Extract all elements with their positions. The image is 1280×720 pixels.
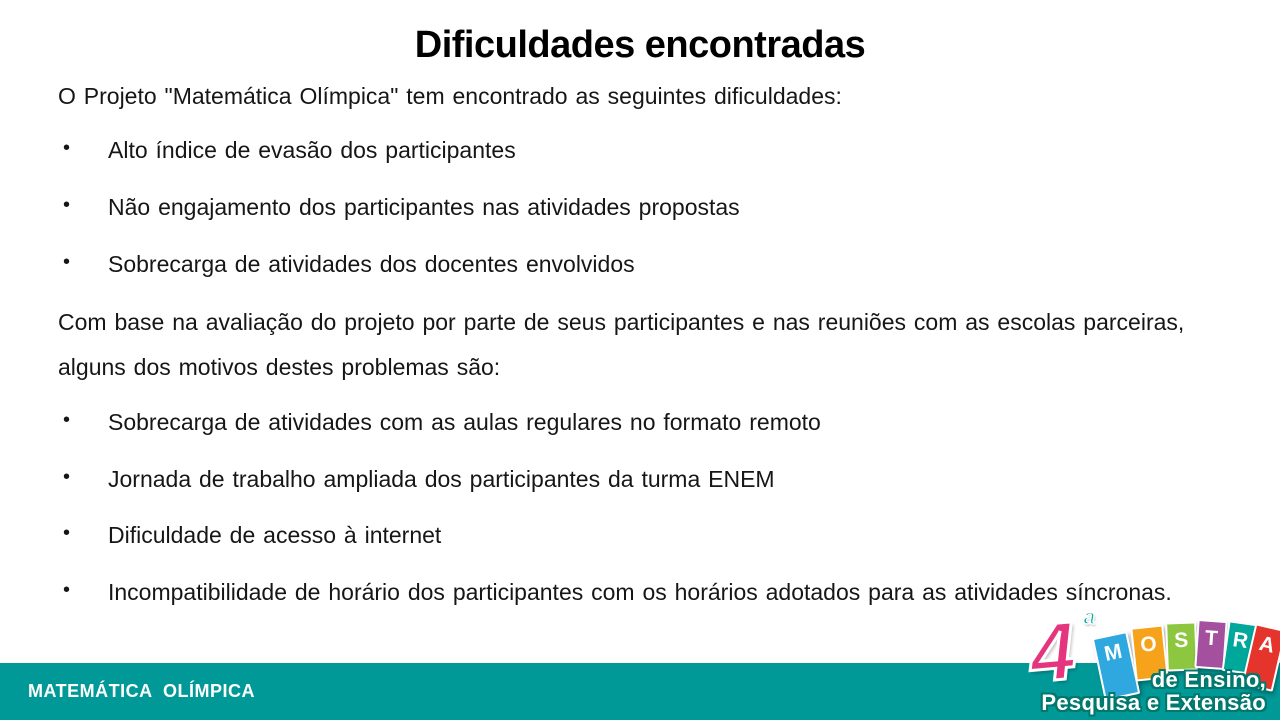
logo-flag-letter-o: O bbox=[1130, 624, 1168, 681]
logo-tagline bbox=[1041, 668, 1266, 714]
bullet-item bbox=[63, 137, 516, 164]
bullet-text: Dificuldade de acesso à internet bbox=[108, 522, 442, 548]
bullet-item bbox=[63, 579, 1172, 606]
bullet-text: Sobrecarga de atividades com as aulas regulares no formato remoto bbox=[108, 409, 821, 435]
bullet-text: Jornada de trabalho ampliada dos participantes da turma ENEM bbox=[108, 466, 775, 492]
logo-edition-ordinal: ª bbox=[1082, 606, 1094, 642]
logo-tagline-line2: Pesquisa e Extensão bbox=[1041, 690, 1266, 715]
mostra-logo bbox=[1020, 605, 1280, 720]
bullet-marker: • bbox=[63, 137, 71, 159]
logo-flag-letter-s: S bbox=[1165, 621, 1198, 671]
logo-flag-letter-m: M bbox=[1092, 631, 1141, 701]
bullet-marker: • bbox=[63, 409, 71, 431]
bullet-item bbox=[63, 466, 775, 493]
footer-project-name: MATEMÁTICA OLÍMPICA bbox=[28, 681, 255, 701]
bullet-marker: • bbox=[63, 251, 71, 273]
bullet-text: Incompatibilidade de horário dos participantes com os horários adotados para as atividades síncronas. bbox=[108, 579, 1172, 605]
slide-title: Dificuldades encontradas bbox=[414, 24, 866, 66]
paragraph-line: alguns dos motivos destes problemas são: bbox=[58, 354, 501, 380]
logo-flag-letter-r: R bbox=[1222, 620, 1258, 675]
bullet-marker: • bbox=[63, 466, 71, 488]
bullet-item bbox=[63, 409, 821, 436]
bullet-item bbox=[63, 251, 635, 278]
bullet-text: Sobrecarga de atividades dos docentes envolvidos bbox=[108, 251, 635, 277]
bullet-text: Alto índice de evasão dos participantes bbox=[108, 137, 516, 163]
bullet-marker: • bbox=[63, 579, 71, 601]
logo-flag-letter-a: A bbox=[1241, 623, 1280, 692]
bullet-text: Não engajamento dos participantes nas atividades propostas bbox=[108, 194, 740, 220]
paragraph-line: Com base na avaliação do projeto por parte de seus participantes e nas reuniões com as escolas parceiras, bbox=[58, 309, 1185, 335]
bullet-item bbox=[63, 522, 441, 549]
bullet-marker: • bbox=[63, 194, 71, 216]
bullet-marker: • bbox=[63, 522, 71, 544]
intro-text: O Projeto "Matemática Olímpica" tem encontrado as seguintes dificuldades: bbox=[58, 83, 842, 109]
bullet-item bbox=[63, 194, 740, 221]
logo-flag-letter-t: T bbox=[1194, 619, 1227, 670]
logo-tagline-line1: de Ensino, bbox=[1151, 667, 1266, 692]
logo-edition-number: 4 bbox=[1026, 605, 1080, 700]
